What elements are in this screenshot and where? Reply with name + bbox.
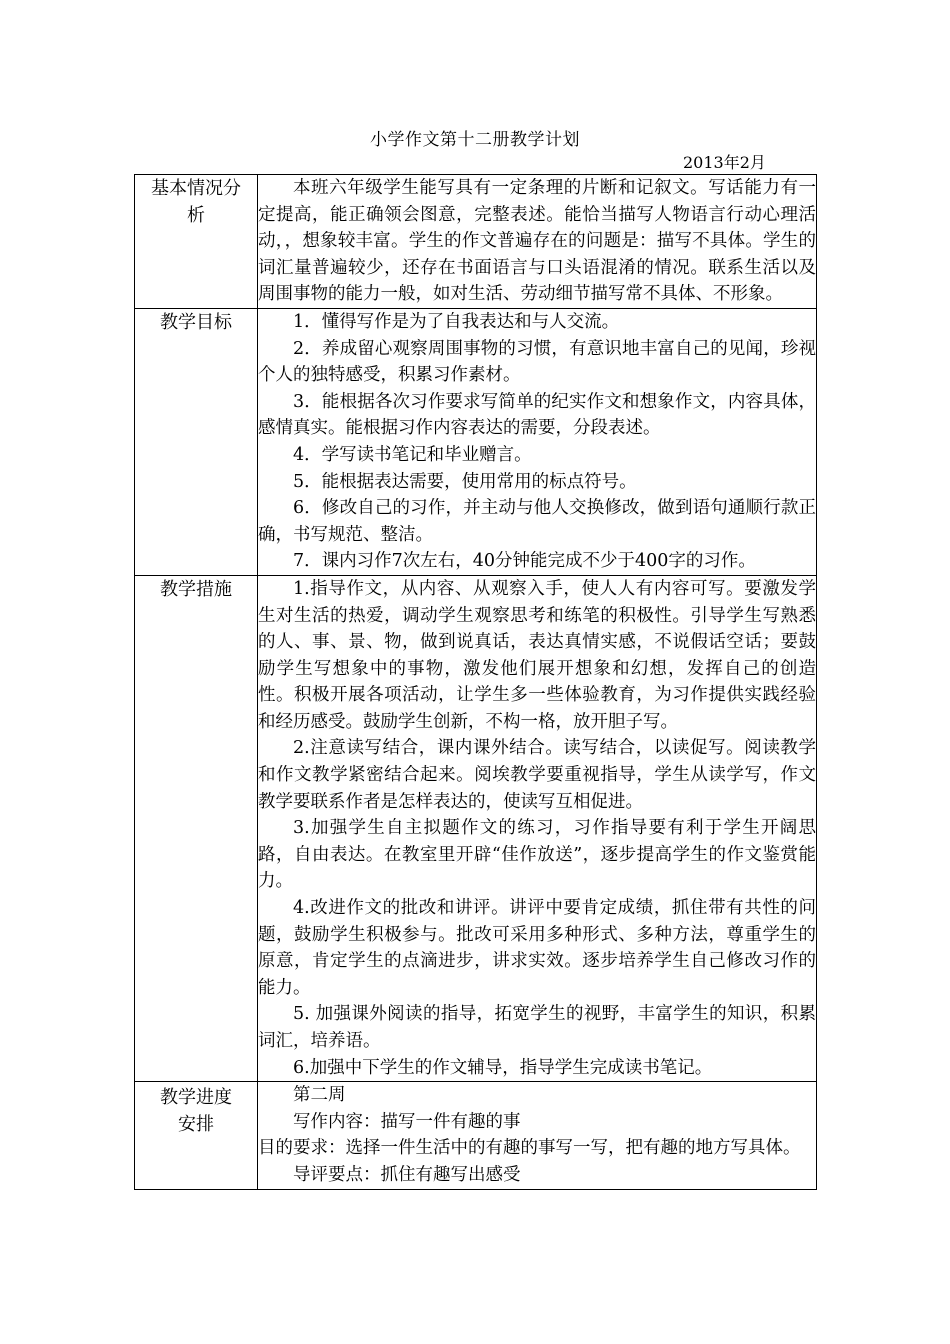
paragraph: 本班六年级学生能写具有一定条理的片断和记叙文。写话能力有一定提高，能正确领会图意，完整表述。能恰当描写人物语言行动心理活动，，想象较丰富。学生的作文普遍存在的问题是：描写不具体。学生的词汇量普遍较少，还存在书面语言与口头语混淆的情况。联系生活以及周围事物的能力一般，如对生活、劳动细节描写常不具体、不形象。 bbox=[258, 178, 816, 305]
paragraph: 7．课内习作7次左右，40分钟能完成不少于400字的习作。 bbox=[293, 551, 756, 572]
row-label-text: 教学进度安排 bbox=[160, 1087, 232, 1136]
paragraph: 第二周 bbox=[293, 1085, 346, 1106]
paragraph: 1．懂得写作是为了自我表达和与人交流。 bbox=[293, 311, 620, 332]
table-row-schedule bbox=[135, 1082, 817, 1189]
table-row-measures bbox=[135, 575, 817, 1081]
paragraph: 导评要点：抓住有趣写出感受 bbox=[293, 1164, 521, 1185]
paragraph: 目的要求：选择一件生活中的有趣的事写一写，把有趣的地方写具体。 bbox=[258, 1138, 801, 1159]
paragraph: 2．养成留心观察周围事物的习惯，有意识地丰富自己的见闻，珍视个人的独特感受，积累习作素材。 bbox=[258, 338, 816, 386]
row-label-text: 教学目标 bbox=[160, 311, 232, 333]
paragraph: 3．能根据各次习作要求写简单的纪实作文和想象作文，内容具体，感情真实。能根据习作内容表达的需要，分段表述。 bbox=[258, 391, 816, 439]
paragraph: 6.加强中下学生的作文辅导，指导学生完成读书笔记。 bbox=[293, 1057, 713, 1078]
paragraph: 3.加强学生自主拟题作文的练习，习作指导要有利于学生开阔思路，自由表达。在教室里开辟“佳作放送”，逐步提高学生的作文鉴赏能力。 bbox=[258, 818, 816, 892]
row-label-text: 基本情况分析 bbox=[151, 178, 241, 226]
paragraph: 4．学写读书笔记和毕业赠言。 bbox=[293, 444, 532, 465]
table-row-goals bbox=[135, 308, 817, 575]
row-label-goals bbox=[135, 308, 258, 575]
table-row-situation bbox=[135, 175, 817, 309]
row-label-situation bbox=[135, 175, 258, 309]
paragraph: 2.注意读写结合，课内课外结合。读写结合，以读促写。阅读教学和作文教学紧密结合起来。阅埃教学要重视指导，学生从读学写，作文教学要联系作者是怎样表达的，使读写互相促进。 bbox=[258, 738, 816, 812]
row-content-measures bbox=[258, 575, 817, 1081]
paragraph: 1.指导作文，从内容、从观察入手，使人人有内容可写。要激发学生对生活的热爱，调动学生观察思考和练笔的积极性。引导学生写熟悉的人、事、景、物，做到说真话，表达真情实感，不说假话空话；要鼓励学生写想象中的事物，激发他们展开想象和幻想，发挥自己的创造性。积极开展各项活动，让学生多一些体验教育，为习作提供实践经验和经历感受。鼓励学生创新，不构一格，放开胆子写。 bbox=[258, 578, 816, 732]
plan-table bbox=[134, 174, 817, 1190]
row-content-schedule bbox=[258, 1082, 817, 1189]
paragraph: 6．修改自己的习作，并主动与他人交换修改，做到语句通顺行款正确，书写规范、整洁。 bbox=[258, 498, 816, 545]
row-label-schedule bbox=[135, 1082, 258, 1189]
document-title: 小学作文第十二册教学计划 bbox=[370, 130, 580, 150]
paragraph: 5．能根据表达需要，使用常用的标点符号。 bbox=[293, 471, 637, 492]
row-content-situation bbox=[258, 175, 817, 309]
row-content-goals bbox=[258, 308, 817, 575]
document-date: 2013年2月 bbox=[683, 153, 766, 172]
paragraph: 5. 加强课外阅读的指导，拓宽学生的视野，丰富学生的知识，积累词汇，培养语。 bbox=[258, 1004, 816, 1051]
row-label-measures bbox=[135, 575, 258, 1081]
paragraph: 写作内容：描写一件有趣的事 bbox=[293, 1111, 521, 1132]
paragraph: 4.改进作文的批改和讲评。讲评中要肯定成绩，抓住带有共性的问题，鼓励学生积极参与。批改可采用多种形式、多种方法，尊重学生的原意，肯定学生的点滴进步，讲求实效。逐步培养学生自己修改习作的能力。 bbox=[258, 898, 816, 998]
row-label-text: 教学措施 bbox=[160, 578, 232, 600]
